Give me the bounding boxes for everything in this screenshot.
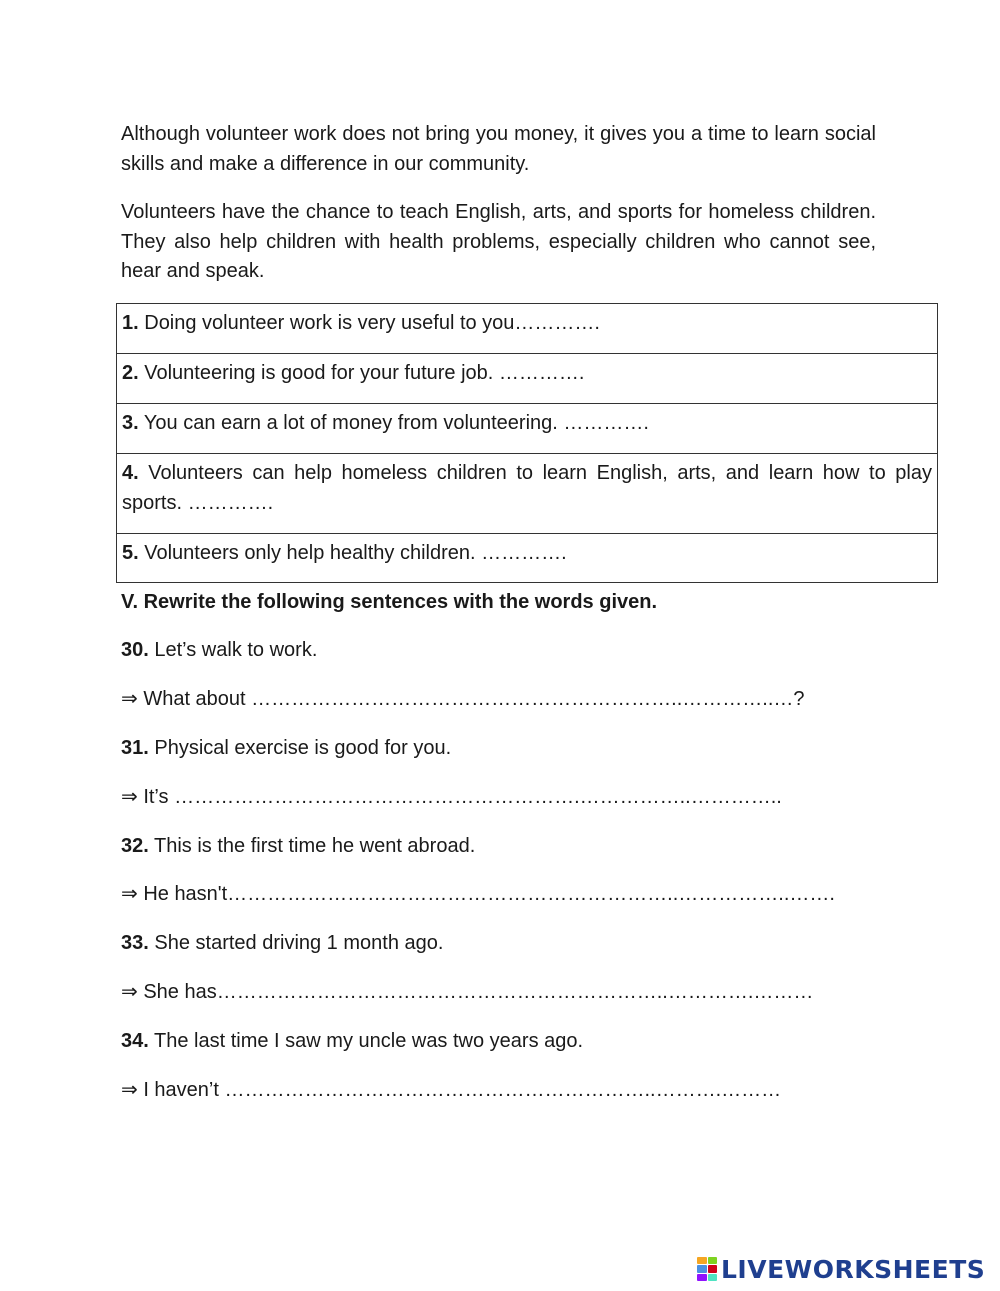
exercise-number: 33. [121, 932, 149, 954]
reading-paragraph-1: Although volunteer work does not bring you money, it gives you a time to learn social skills and make a difference in our community. [121, 123, 876, 175]
statement-cell [117, 454, 938, 534]
statement-text: Doing volunteer work is very useful to you…………. [138, 312, 600, 334]
true-false-table [116, 303, 938, 583]
liveworksheets-logo [697, 1254, 985, 1284]
statement-cell [117, 354, 938, 404]
exercise-sentence-33 [121, 929, 443, 957]
exercise-sentence-text: She started driving 1 month ago. [148, 932, 444, 954]
answer-line-33: ⇒ She has…………………………………………………………..………….……… [121, 981, 814, 1003]
exercise-sentence-34 [121, 1027, 583, 1055]
table-row [117, 404, 938, 454]
statement-cell [117, 404, 938, 454]
exercise-sentence-text: The last time I saw my uncle was two years ago. [148, 1030, 584, 1052]
table-row [117, 534, 938, 583]
answer-line-34: ⇒ I haven’t ………………………………………………………..……….……… [121, 1079, 782, 1101]
exercise-number: 32. [121, 835, 149, 857]
statement-text: Volunteers can help homeless children to learn English, arts, and learn how to play sports. …………. [122, 462, 932, 514]
statement-number: 4. [122, 462, 139, 484]
answer-line-32: ⇒ He hasn't…………………………………………………………..……………..……. [121, 883, 835, 905]
exercise-sentence-31 [121, 734, 451, 762]
exercise-number: 31. [121, 737, 149, 759]
statement-text: Volunteers only help healthy children. …………. [138, 542, 567, 564]
statement-number: 2. [122, 362, 139, 384]
exercise-sentence-text: This is the first time he went abroad. [148, 835, 476, 857]
table-row [117, 304, 938, 354]
table-row [117, 454, 938, 534]
exercise-sentence-text: Physical exercise is good for you. [148, 737, 452, 759]
statement-number: 5. [122, 542, 139, 564]
reading-paragraph-2: Volunteers have the chance to teach English, arts, and sports for homeless children. They also help children with health problems, especially children who cannot see, hear and speak. [121, 201, 876, 282]
answer-line-30: ⇒ What about ………………………………………………………..…………..…? [121, 688, 805, 710]
exercise-sentence-32 [121, 832, 475, 860]
statement-number: 3. [122, 412, 139, 434]
exercise-number: 34. [121, 1030, 149, 1052]
table-row [117, 354, 938, 404]
statement-number: 1. [122, 312, 139, 334]
exercise-number: 30. [121, 639, 149, 661]
statement-cell [117, 534, 938, 583]
statement-text: You can earn a lot of money from volunteering. …………. [138, 412, 649, 434]
section-heading: V. Rewrite the following sentences with the words given. [121, 591, 658, 613]
logo-blocks-icon [697, 1257, 717, 1281]
exercise-sentence-30 [121, 636, 317, 664]
logo-text: LIVEWORKSHEETS [721, 1254, 986, 1284]
statement-text: Volunteering is good for your future job. …………. [138, 362, 585, 384]
statement-cell [117, 304, 938, 354]
exercise-sentence-text: Let’s walk to work. [148, 639, 318, 661]
answer-line-31: ⇒ It’s …………………………………………………….……………..………….. [121, 786, 782, 808]
